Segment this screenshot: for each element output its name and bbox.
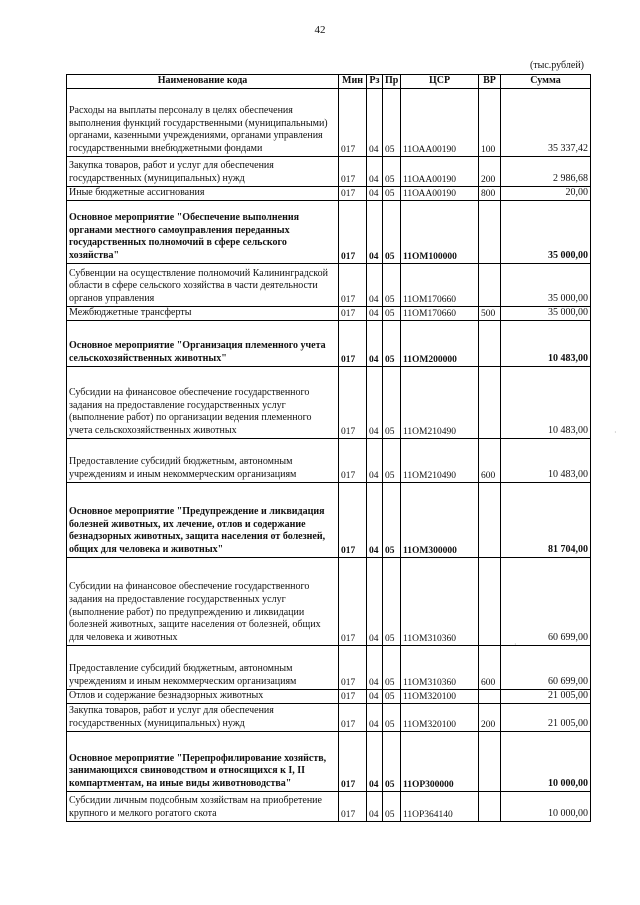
table-row: [67, 89, 591, 157]
cell-name: Основное мероприятие "Предупреждение и ликвидация болезней животных, их лечение, отлов и содержание безнадзорных животных, защита населения от болезней, общих для человека и животных": [67, 483, 339, 558]
cell-pr: 05: [383, 646, 401, 690]
cell-name: Основное мероприятие "Перепрофилирование хозяйств, занимающихся свиноводством и относящихся к I, II компартментам, на иные виды животноводства": [67, 732, 339, 792]
cell-csr: 11ОМ210490: [401, 367, 479, 439]
table-body: [67, 89, 591, 822]
cell-min: 017: [339, 367, 367, 439]
cell-vr: [479, 792, 501, 822]
cell-vr: 500: [479, 307, 501, 321]
cell-vr: [479, 264, 501, 307]
cell-pr: 05: [383, 439, 401, 483]
cell-pr: 05: [383, 704, 401, 732]
cell-rz: 04: [367, 157, 383, 187]
table-row: [67, 704, 591, 732]
cell-pr: 05: [383, 89, 401, 157]
cell-csr: 11ОМ300000: [401, 483, 479, 558]
cell-rz: 04: [367, 646, 383, 690]
cell-name: Субсидии личным подсобным хозяйствам на приобретение крупного и мелкого рогатого скота: [67, 792, 339, 822]
cell-vr: 600: [479, 646, 501, 690]
cell-vr: [479, 690, 501, 704]
table-row: [67, 201, 591, 264]
cell-name: Субвенции на осуществление полномочий Калининградской области в сфере сельского хозяйства в части деятельности органов управления: [67, 264, 339, 307]
cell-csr: 11ОМ310360: [401, 558, 479, 646]
table-row: [67, 307, 591, 321]
cell-min: 017: [339, 690, 367, 704]
header-csr: ЦСР: [401, 75, 479, 89]
cell-sum: 2 986,68: [501, 157, 591, 187]
cell-sum: 10 483,00: [501, 367, 591, 439]
header-rz: Рз: [367, 75, 383, 89]
cell-pr: 05: [383, 732, 401, 792]
cell-csr: 11ОМ310360: [401, 646, 479, 690]
cell-vr: 600: [479, 439, 501, 483]
cell-pr: 05: [383, 367, 401, 439]
table-row: [67, 690, 591, 704]
cell-name: Основное мероприятие "Обеспечение выполнения органами местного самоуправления переданных государственных полномочий в сфере сельского хозяйства": [67, 201, 339, 264]
cell-min: 017: [339, 307, 367, 321]
cell-min: 017: [339, 157, 367, 187]
cell-min: 017: [339, 89, 367, 157]
cell-sum: 10 483,00: [501, 439, 591, 483]
table-row: [67, 558, 591, 646]
cell-sum: 60 699,00: [501, 558, 591, 646]
header-sum: Сумма: [501, 75, 591, 89]
cell-pr: 05: [383, 264, 401, 307]
cell-pr: 05: [383, 792, 401, 822]
cell-vr: [479, 201, 501, 264]
cell-rz: 04: [367, 483, 383, 558]
cell-min: 017: [339, 321, 367, 367]
cell-sum: 10 000,00: [501, 732, 591, 792]
cell-name: Расходы на выплаты персоналу в целях обеспечения выполнения функций государственными (муниципальными) органами, казенными учреждениями, органами управления государственными внебюджетными фондами: [67, 89, 339, 157]
cell-pr: 05: [383, 201, 401, 264]
cell-name: Субсидии на финансовое обеспечение государственного задания на предоставление государственных услуг (выполнение работ) по организации ведения племенного учета сельскохозяйственных животных: [67, 367, 339, 439]
cell-vr: 100: [479, 89, 501, 157]
cell-pr: 05: [383, 483, 401, 558]
scan-dot: ·: [614, 428, 617, 437]
header-pr: Пр: [383, 75, 401, 89]
scan-dot: ·: [514, 640, 517, 649]
cell-name: Межбюджетные трансферты: [67, 307, 339, 321]
cell-rz: 04: [367, 264, 383, 307]
table-row: [67, 646, 591, 690]
cell-rz: 04: [367, 558, 383, 646]
cell-name: Основное мероприятие "Организация племенного учета сельскохозяйственных животных": [67, 321, 339, 367]
cell-sum: 35 000,00: [501, 201, 591, 264]
table-row: [67, 792, 591, 822]
cell-sum: 81 704,00: [501, 483, 591, 558]
table-row: [67, 732, 591, 792]
cell-vr: [479, 321, 501, 367]
cell-sum: 10 483,00: [501, 321, 591, 367]
cell-rz: 04: [367, 187, 383, 201]
cell-rz: 04: [367, 201, 383, 264]
units-label: (тыс.рублей): [529, 60, 584, 71]
budget-table: [66, 74, 591, 822]
cell-sum: 35 000,00: [501, 307, 591, 321]
table-row: [67, 264, 591, 307]
cell-vr: [479, 367, 501, 439]
table-row: [67, 187, 591, 201]
cell-rz: 04: [367, 321, 383, 367]
cell-rz: 04: [367, 690, 383, 704]
cell-name: Субсидии на финансовое обеспечение государственного задания на предоставление государственных услуг (выполнение работ) по предупреждению и ликвидации болезней животных, защите населения от болезней, общих для человека и животных: [67, 558, 339, 646]
cell-pr: 05: [383, 187, 401, 201]
cell-min: 017: [339, 439, 367, 483]
cell-rz: 04: [367, 439, 383, 483]
cell-vr: 200: [479, 157, 501, 187]
cell-name: Закупка товаров, работ и услуг для обеспечения государственных (муниципальных) нужд: [67, 704, 339, 732]
cell-name: Предоставление субсидий бюджетным, автономным учреждениям и иным некоммерческим организациям: [67, 439, 339, 483]
cell-name: Закупка товаров, работ и услуг для обеспечения государственных (муниципальных) нужд: [67, 157, 339, 187]
cell-pr: 05: [383, 690, 401, 704]
cell-csr: 11ОР300000: [401, 732, 479, 792]
header-name: Наименование кода: [67, 75, 339, 89]
cell-name: Иные бюджетные ассигнования: [67, 187, 339, 201]
cell-min: 017: [339, 704, 367, 732]
table-row: [67, 439, 591, 483]
cell-csr: 11ОМ320100: [401, 704, 479, 732]
cell-min: 017: [339, 201, 367, 264]
cell-rz: 04: [367, 367, 383, 439]
cell-vr: [479, 558, 501, 646]
cell-csr: 11ОМ100000: [401, 201, 479, 264]
cell-pr: 05: [383, 558, 401, 646]
cell-rz: 04: [367, 792, 383, 822]
header-min: Мин: [339, 75, 367, 89]
cell-sum: 21 005,00: [501, 690, 591, 704]
cell-vr: [479, 483, 501, 558]
cell-csr: 11ОАА00190: [401, 157, 479, 187]
cell-name: Предоставление субсидий бюджетным, автономным учреждениям и иным некоммерческим организациям: [67, 646, 339, 690]
table-row: [67, 157, 591, 187]
cell-min: 017: [339, 187, 367, 201]
cell-min: 017: [339, 732, 367, 792]
cell-csr: 11ОАА00190: [401, 89, 479, 157]
table-row: [67, 367, 591, 439]
cell-pr: 05: [383, 321, 401, 367]
cell-csr: 11ОАА00190: [401, 187, 479, 201]
cell-rz: 04: [367, 732, 383, 792]
cell-sum: 20,00: [501, 187, 591, 201]
header-vr: ВР: [479, 75, 501, 89]
cell-csr: 11ОМ320100: [401, 690, 479, 704]
cell-rz: 04: [367, 704, 383, 732]
table-row: [67, 321, 591, 367]
cell-rz: 04: [367, 307, 383, 321]
cell-sum: 60 699,00: [501, 646, 591, 690]
cell-csr: 11ОР364140: [401, 792, 479, 822]
table-header-row: [67, 75, 591, 89]
cell-min: 017: [339, 483, 367, 558]
cell-sum: 35 337,42: [501, 89, 591, 157]
cell-csr: 11ОМ210490: [401, 439, 479, 483]
cell-csr: 11ОМ200000: [401, 321, 479, 367]
cell-min: 017: [339, 792, 367, 822]
cell-vr: [479, 732, 501, 792]
cell-vr: 200: [479, 704, 501, 732]
cell-sum: 21 005,00: [501, 704, 591, 732]
table-row: [67, 483, 591, 558]
cell-min: 017: [339, 264, 367, 307]
cell-rz: 04: [367, 89, 383, 157]
cell-min: 017: [339, 558, 367, 646]
cell-csr: 11ОМ170660: [401, 307, 479, 321]
cell-pr: 05: [383, 307, 401, 321]
cell-min: 017: [339, 646, 367, 690]
page-number: 42: [314, 24, 326, 36]
cell-sum: 35 000,00: [501, 264, 591, 307]
cell-csr: 11ОМ170660: [401, 264, 479, 307]
cell-sum: 10 000,00: [501, 792, 591, 822]
cell-name: Отлов и содержание безнадзорных животных: [67, 690, 339, 704]
cell-vr: 800: [479, 187, 501, 201]
cell-pr: 05: [383, 157, 401, 187]
